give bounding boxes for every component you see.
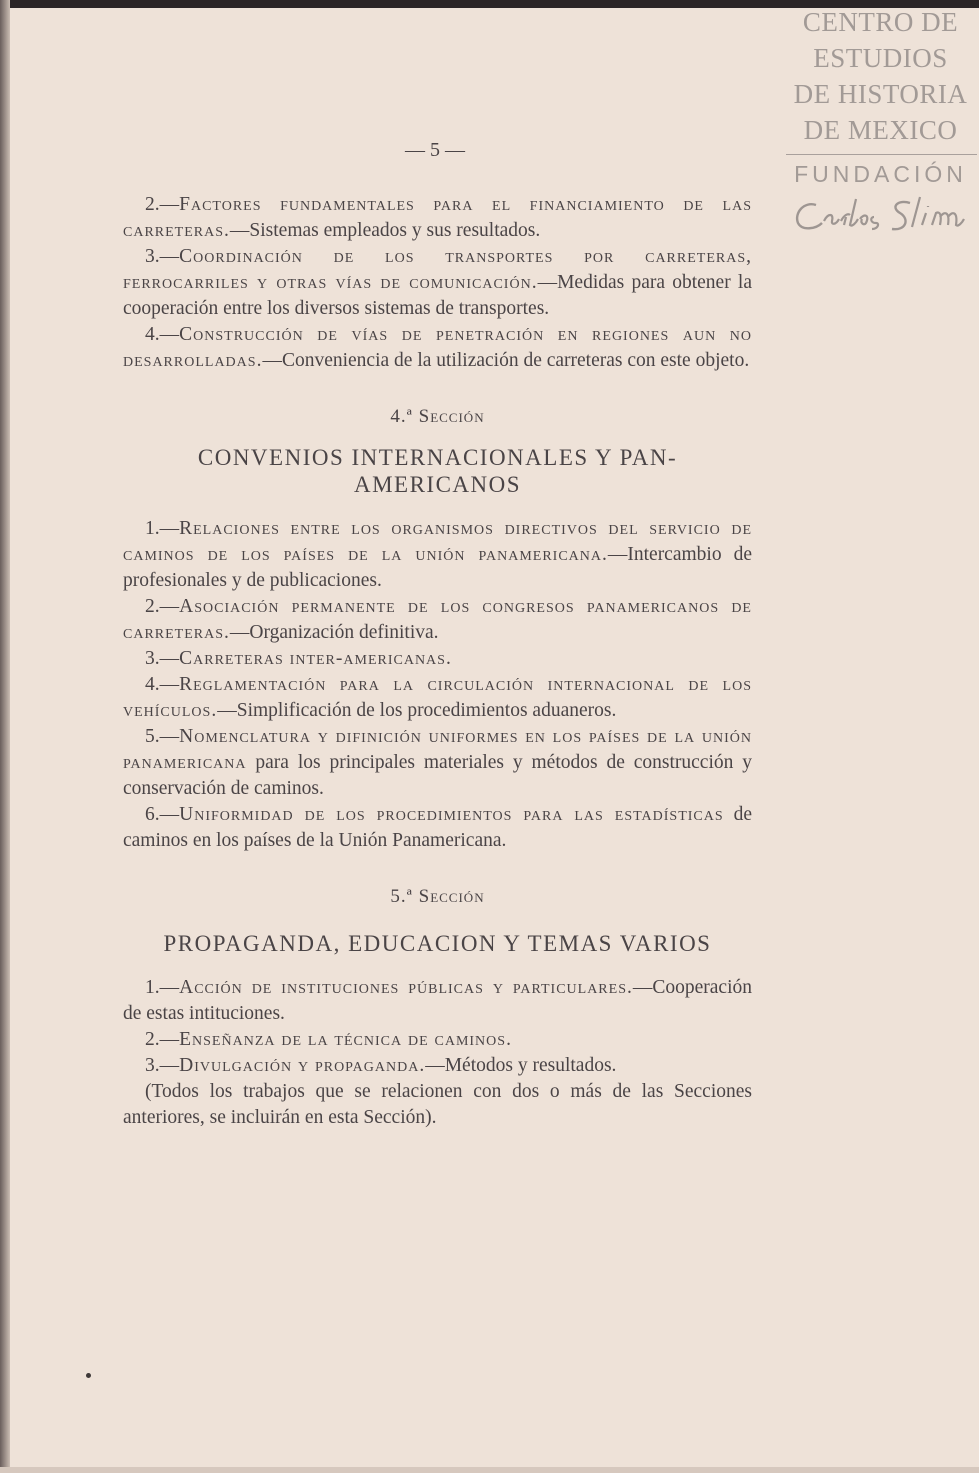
item-text: para los principales materiales y métodos de construcción y conservación de caminos. xyxy=(123,752,752,799)
page-left-edge xyxy=(0,0,10,1473)
item-heading: Reglamentación para la circulación internacional de los vehículos. xyxy=(123,674,752,721)
item-heading: Construcción de vías de penetración en regiones aun no desarrolladas. xyxy=(123,324,752,371)
item-text: de caminos en los países de la Unión Panamericana. xyxy=(123,804,752,851)
list-item xyxy=(123,975,752,1027)
item-heading: Coordinación de los transportes por carreteras, ferrocarriles y otras vías de comunicación. xyxy=(123,246,752,293)
item-text: —Intercambio de profesionales y de publicaciones. xyxy=(123,544,752,591)
item-heading: Asociación permanente de los congresos panamericanos de carreteras. xyxy=(123,596,752,643)
list-item xyxy=(123,244,752,322)
item-heading: Enseñanza de la técnica de caminos. xyxy=(179,1029,512,1050)
watermark-line: DE MEXICO xyxy=(803,115,958,145)
list-item xyxy=(123,1027,752,1053)
list-item xyxy=(123,322,752,374)
item-number: 6.— xyxy=(145,804,180,825)
item-heading: Uniformidad de los procedimientos para las estadísticas xyxy=(179,804,724,825)
document-body xyxy=(123,192,752,1131)
item-text: —Conveniencia de la utilización de carreteras con este objeto. xyxy=(262,350,750,371)
item-number: 2.— xyxy=(145,596,180,617)
item-text: —Cooperación de estas intituciones. xyxy=(123,977,752,1024)
item-text: —Simplificación de los procedimientos aduaneros. xyxy=(217,700,617,721)
section-title xyxy=(123,444,752,498)
list-item xyxy=(123,594,752,646)
item-heading: Factores fundamentales para el financiamiento de las carreteras. xyxy=(123,194,752,241)
item-text: —Sistemas empleados y sus resultados. xyxy=(229,220,541,241)
watermark-line: CENTRO DE xyxy=(802,7,959,37)
archive-watermark xyxy=(782,4,979,244)
list-item xyxy=(123,802,752,854)
item-number: 3.— xyxy=(145,648,180,669)
item-number: 3.— xyxy=(145,246,180,267)
section-note: (Todos los trabajos que se relacionen con dos o más de las Secciones anteriores, se incluirán en esta Sección). xyxy=(123,1081,752,1128)
item-heading: Nomenclatura y difinición uniformes en los países de la unión panamericana xyxy=(123,726,752,773)
item-heading: Acción de instituciones públicas y particulares. xyxy=(179,977,633,998)
ink-speck xyxy=(86,1373,91,1378)
item-number: 2.— xyxy=(145,1029,180,1050)
item-text: —Medidas para obtener la cooperación entre los diversos sistemas de transportes. xyxy=(123,272,752,319)
item-text: —Organización definitiva. xyxy=(229,622,439,643)
page-bottom-edge xyxy=(0,1467,979,1473)
section-label: 4.ª Sección xyxy=(390,406,485,427)
item-text: —Métodos y resultados. xyxy=(425,1055,617,1076)
signature-logo-icon xyxy=(782,191,979,244)
list-item xyxy=(123,192,752,244)
section-label: 5.ª Sección xyxy=(390,886,485,907)
item-number: 1.— xyxy=(145,977,180,998)
item-number: 1.— xyxy=(145,518,180,539)
section-title-line: AMERICANOS xyxy=(353,472,522,497)
item-heading: Carreteras inter-americanas. xyxy=(179,648,452,669)
list-item xyxy=(123,1053,752,1079)
list-item xyxy=(123,516,752,594)
item-number: 3.— xyxy=(145,1055,180,1076)
page-number: — 5 — xyxy=(405,139,465,161)
watermark-line: DE HISTORIA xyxy=(793,79,968,109)
item-number: 5.— xyxy=(145,726,180,747)
watermark-foundation: FUNDACIÓN xyxy=(794,161,967,187)
list-item xyxy=(123,672,752,724)
section-title-line: CONVENIOS INTERNACIONALES Y PAN- xyxy=(197,445,678,470)
watermark-divider xyxy=(786,154,977,155)
item-number: 4.— xyxy=(145,324,180,345)
item-heading: Relaciones entre los organismos directivos del servicio de caminos de los países de la unión panamericana. xyxy=(123,518,752,565)
section-title: PROPAGANDA, EDUCACION Y TEMAS VARIOS xyxy=(163,931,712,956)
item-number: 2.— xyxy=(145,194,180,215)
watermark-line: ESTUDIOS xyxy=(813,43,948,73)
item-number: 4.— xyxy=(145,674,180,695)
item-heading: Divulgación y propaganda. xyxy=(179,1055,426,1076)
list-item xyxy=(123,646,752,672)
list-item xyxy=(123,724,752,802)
